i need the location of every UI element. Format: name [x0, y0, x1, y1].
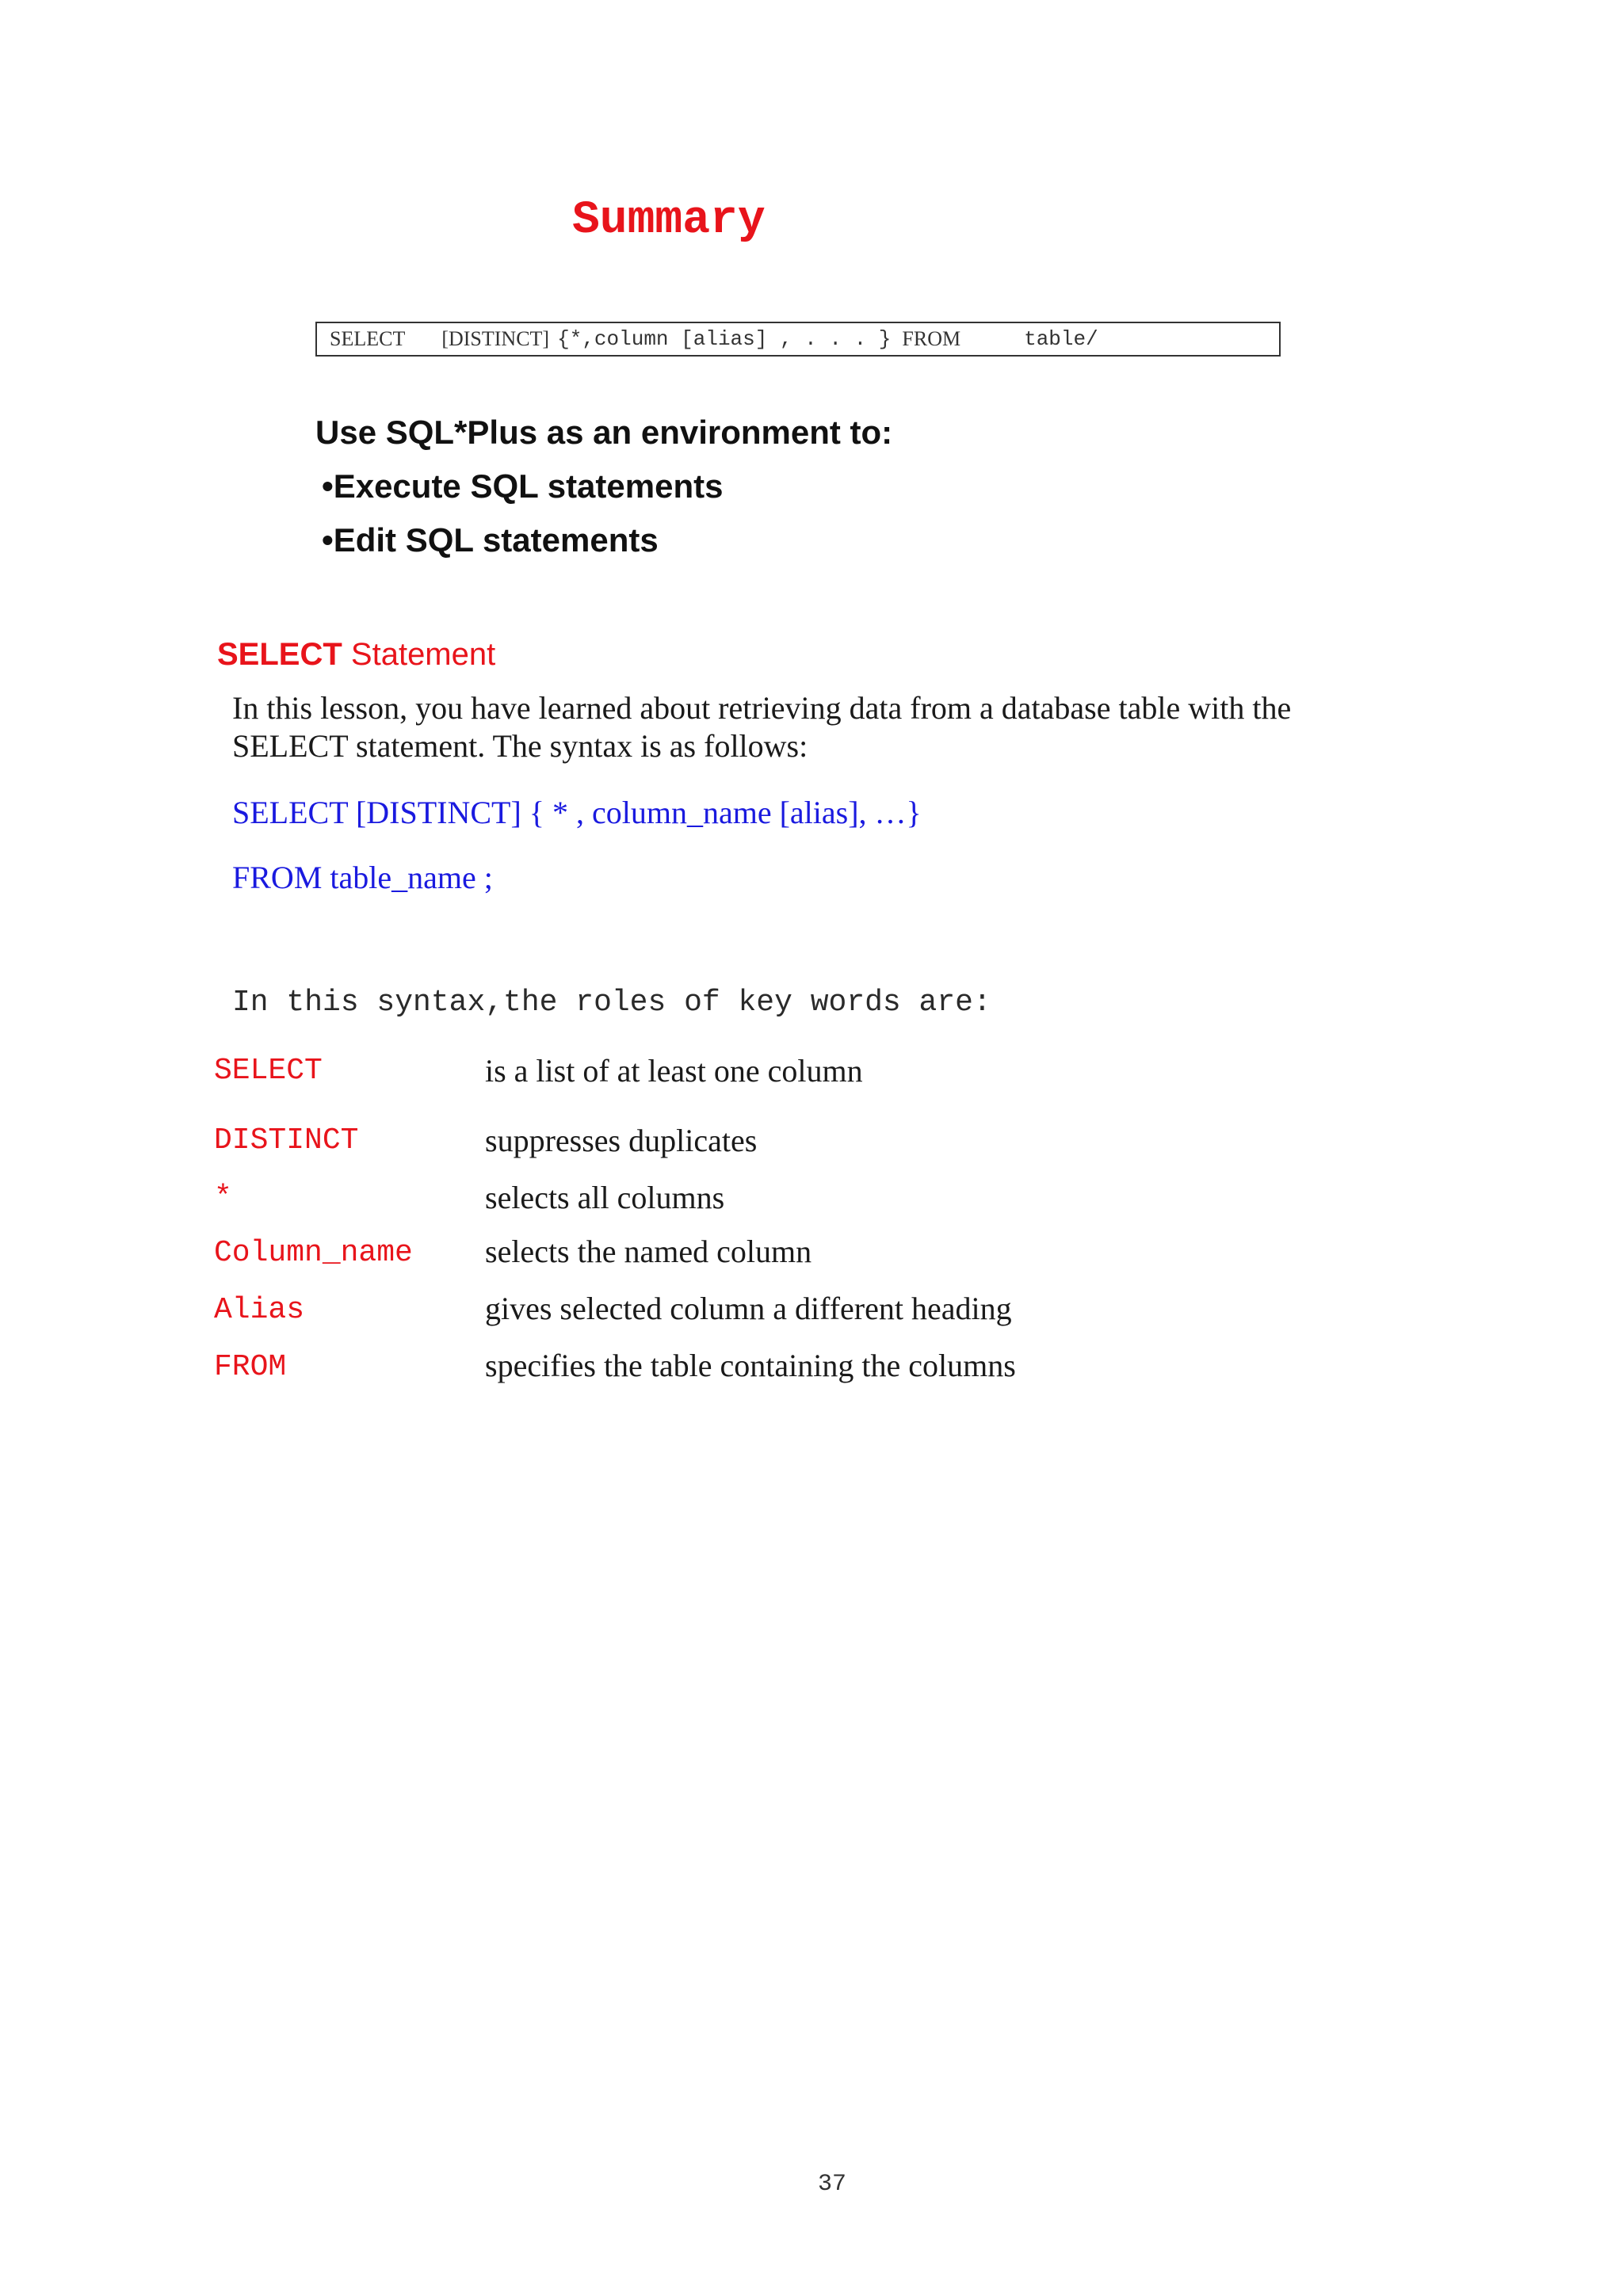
- role-keyword: Alias: [214, 1293, 305, 1327]
- syntax-box: [315, 322, 1281, 357]
- role-keyword: FROM: [214, 1350, 287, 1384]
- section-heading: [217, 637, 495, 673]
- intro-paragraph: In this lesson, you have learned about retrieving data from a database table with the SELECT statement. The syntax is as follows:: [232, 690, 1292, 764]
- role-description: selects the named column: [485, 1234, 812, 1269]
- role-description: gives selected column a different heading: [485, 1291, 1012, 1326]
- page-title: Summary: [572, 195, 766, 246]
- syntax-from: FROM: [902, 327, 961, 350]
- section-heading-keyword: SELECT: [217, 637, 342, 672]
- role-keyword: Column_name: [214, 1236, 413, 1270]
- syntax-table: table/: [1024, 327, 1098, 351]
- environment-heading: Use SQL*Plus as an environment to:: [315, 414, 893, 451]
- roles-intro: In this syntax,the roles of key words are:: [232, 986, 991, 1020]
- syntax-columns: {*,column [alias] , . . . }: [557, 327, 892, 351]
- syntax-select: SELECT: [330, 327, 406, 350]
- role-keyword: DISTINCT: [214, 1123, 359, 1158]
- role-description: is a list of at least one column: [485, 1053, 863, 1089]
- environment-item-edit: •Edit SQL statements: [322, 521, 659, 559]
- role-description: selects all columns: [485, 1180, 725, 1215]
- role-keyword: *: [214, 1180, 232, 1215]
- role-description: suppresses duplicates: [485, 1123, 758, 1158]
- role-keyword: SELECT: [214, 1054, 323, 1088]
- role-description: specifies the table containing the columns: [485, 1348, 1016, 1383]
- page-number: 37: [818, 2171, 847, 2198]
- syntax-line-from: FROM table_name ;: [232, 860, 493, 895]
- syntax-distinct: [DISTINCT]: [441, 327, 550, 350]
- section-heading-rest: Statement: [342, 637, 496, 672]
- environment-item-execute: •Execute SQL statements: [322, 467, 724, 505]
- syntax-line-select: SELECT [DISTINCT] { * , column_name [alias], …}: [232, 795, 922, 830]
